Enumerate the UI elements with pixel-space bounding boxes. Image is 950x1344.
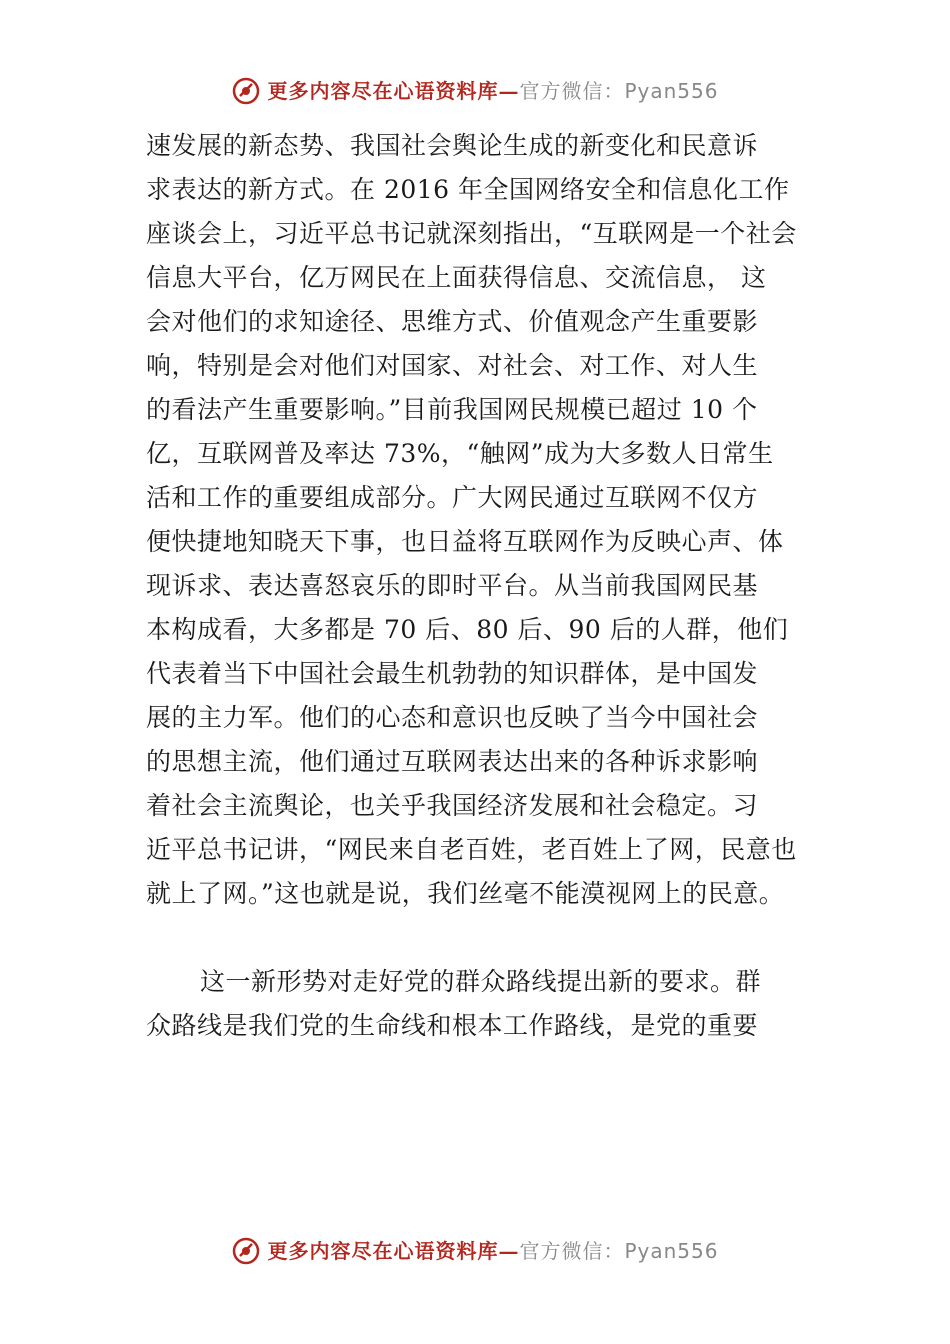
- watermark-prefix: 更多内容尽在心语资料库—: [267, 79, 520, 103]
- text-line: 响，特别是会对他们对国家、对社会、对工作、对人生: [146, 351, 759, 380]
- text-line: 的看法产生重要影响。”目前我国网民规模已超过 10 个: [146, 395, 758, 424]
- text-line: 座谈会上，习近平总书记就深刻指出，“互联网是一个社会: [146, 219, 797, 248]
- text-line: 亿，互联网普及率达 73%，“触网”成为大多数人日常生: [146, 439, 774, 468]
- header-watermark: [0, 76, 950, 106]
- seal-logo-icon: [231, 76, 261, 106]
- footer-watermark: [0, 1236, 950, 1266]
- text-line: 求表达的新方式。在 2016 年全国网络安全和信息化工作: [146, 175, 790, 204]
- text-line: 近平总书记讲，“网民来自老百姓，老百姓上了网，民意也: [146, 835, 797, 864]
- text-line: 就上了网。”这也就是说，我们丝毫不能漠视网上的民意。: [146, 879, 785, 908]
- document-body: [146, 124, 826, 1048]
- text-line: 这一新形势对走好党的群众路线提出新的要求。群: [200, 967, 762, 996]
- text-line: 本构成看，大多都是 70 后、80 后、90 后的人群，他们: [146, 615, 789, 644]
- watermark-contact: 官方微信：Pyan556: [519, 79, 719, 103]
- text-line: 代表着当下中国社会最生机勃勃的知识群体，是中国发: [146, 659, 759, 688]
- text-line: 信息大平台，亿万网民在上面获得信息、交流信息， 这: [146, 263, 767, 292]
- seal-logo-icon: [231, 1236, 261, 1266]
- text-line: 会对他们的求知途径、思维方式、价值观念产生重要影: [146, 307, 759, 336]
- watermark-contact: 官方微信：Pyan556: [519, 1239, 719, 1263]
- text-line: 展的主力军。他们的心态和意识也反映了当今中国社会: [146, 703, 759, 732]
- paragraph-gap: [146, 916, 826, 960]
- watermark-prefix: 更多内容尽在心语资料库—: [267, 1239, 520, 1263]
- text-line: 众路线是我们党的生命线和根本工作路线，是党的重要: [146, 1011, 759, 1040]
- text-line: 现诉求、表达喜怒哀乐的即时平台。从当前我国网民基: [146, 571, 759, 600]
- text-line: 着社会主流舆论，也关乎我国经济发展和社会稳定。习: [146, 791, 759, 820]
- text-line: 的思想主流，他们通过互联网表达出来的各种诉求影响: [146, 747, 759, 776]
- text-line: 速发展的新态势、我国社会舆论生成的新变化和民意诉: [146, 131, 759, 160]
- text-line: 活和工作的重要组成部分。广大网民通过互联网不仅方: [146, 483, 759, 512]
- paragraph-2: [146, 960, 826, 1048]
- paragraph-1: [146, 124, 826, 916]
- text-line: 便快捷地知晓天下事，也日益将互联网作为反映心声、体: [146, 527, 784, 556]
